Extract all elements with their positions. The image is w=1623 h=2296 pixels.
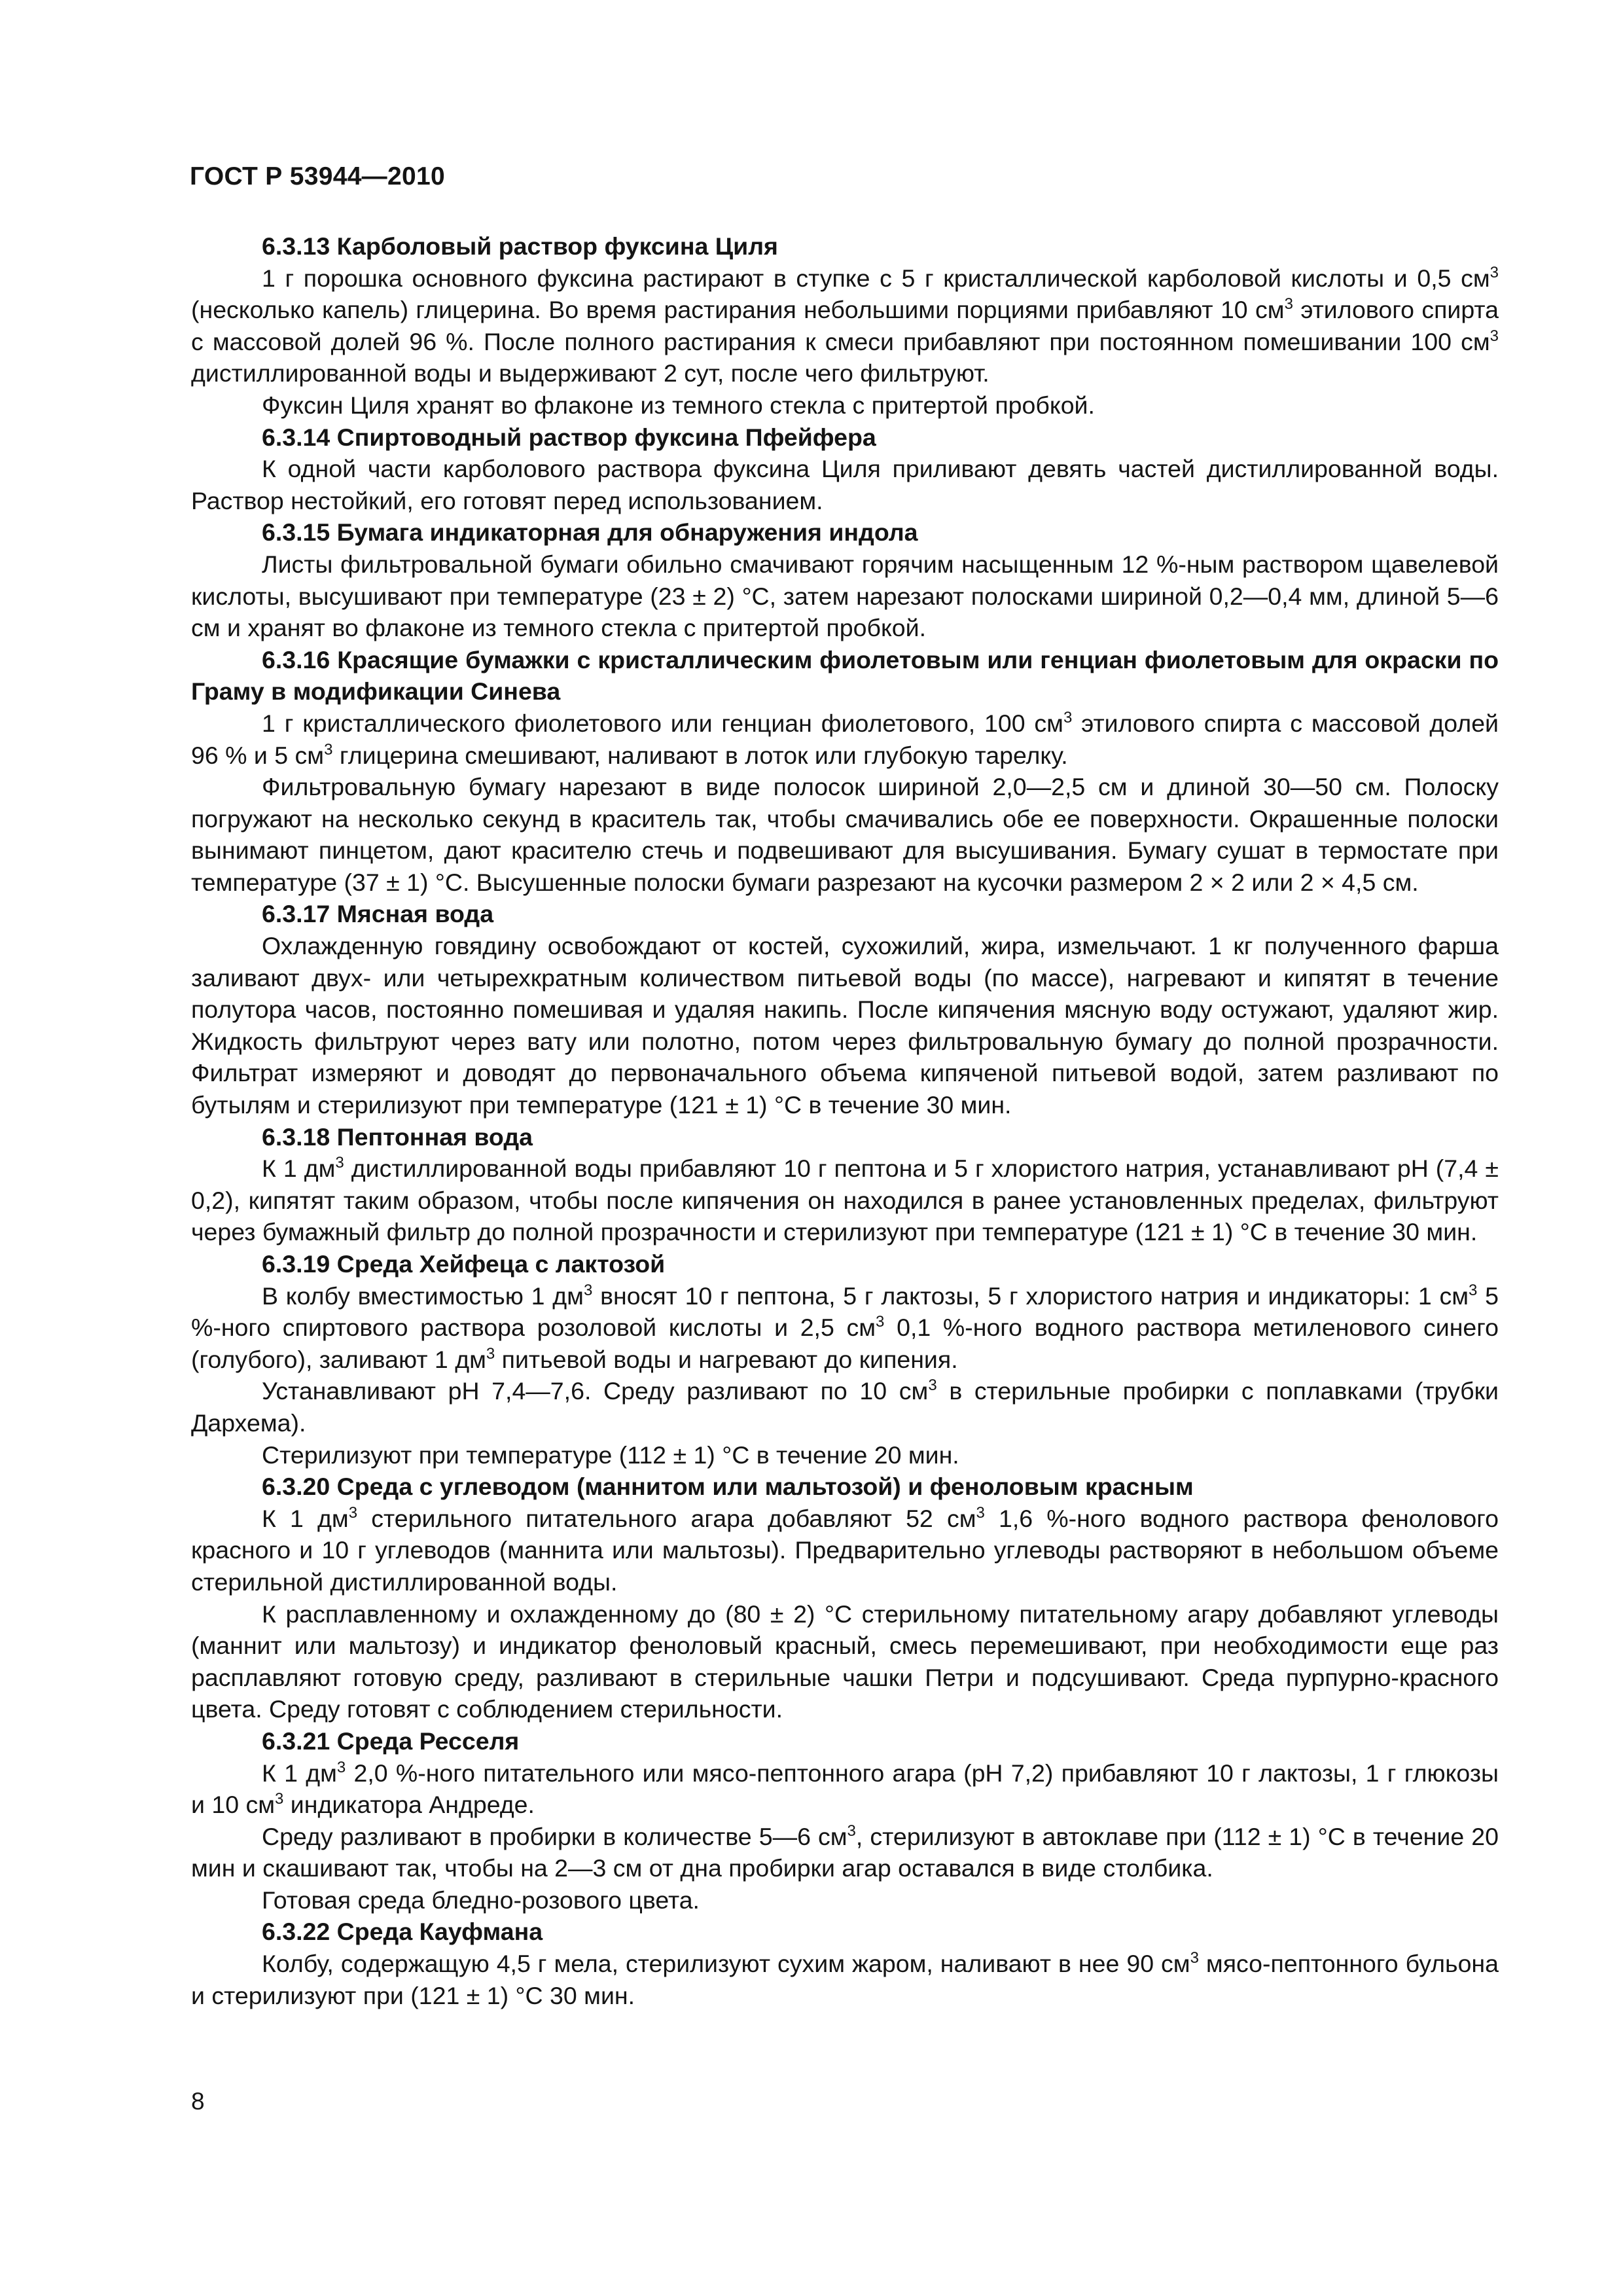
body-paragraph: Устанавливают рН 7,4—7,6. Среду разливают по 10 $см^3$ в стерильные пробирки с поплавками (трубки Дархема). [191, 1376, 1499, 1437]
superscript: 3 [1469, 1281, 1478, 1299]
document-body [191, 230, 1499, 2011]
body-paragraph: Фуксин Циля хранят во флаконе из темного стекла с притертой пробкой. [262, 391, 1095, 419]
superscript: 3 [1284, 295, 1293, 314]
body-paragraph: К 1 $дм^3$ стерильного питательного агара добавляют 52 $см^3$ 1,6 %-ного водного раствора фенолового красного и 10 г углеводов (маннита или мальтозы). Предварительно углеводы растворяют в небольшом объеме стерильной дистиллированной воды. [191, 1503, 1499, 1596]
body-paragraph: В колбу вместимостью 1 $дм^3$ вносят 10 г пептона, 5 г лактозы, 5 г хлористого натрия и индикаторы: 1 $см^3$ 5 %-ного спиртового раствора розоловой кислоты и 2,5 $см^3$ 0,1 %-ного водного раствора метиленового синего (голубого), заливают 1 $дм^3$ питьевой воды и нагревают до кипения. [191, 1281, 1499, 1373]
superscript: 3 [336, 1758, 346, 1776]
superscript: 3 [324, 740, 333, 759]
body-paragraph: Колбу, содержащую 4,5 г мела, стерилизуют сухим жаром, наливают в нее 90 $см^3$ мясо-пептонного бульона и стерилизуют при (121 ± 1) °С 30 мин. [191, 1949, 1499, 2009]
superscript: 3 [583, 1281, 593, 1299]
body-paragraph: К 1 $дм^3$ дистиллированной воды прибавляют 10 г пептона и 5 г хлористого натрия, устанавливают рН (7,4 ± 0,2), кипятят таким образом, чтобы после кипячения он находился в ранее установленных пределах, фильтруют через бумажный фильтр до полной прозрачности и стерилизуют при температуре (121 ± 1) °С в течение 30 мин. [191, 1154, 1499, 1246]
document-header: ГОСТ Р 53944—2010 [190, 162, 445, 190]
section-heading: 6.3.22 Среда Кауфмана [262, 1918, 543, 1946]
body-paragraph: 1 г порошка основного фуксина растирают в ступке с 5 г кристаллической карболовой кислоты и 0,5 $см^3$ (несколько капель) глицерина. Во время растирания небольшими порциями прибавляют 10 $см^3$ этилового спирта с массовой долей 96 %. После полного растирания к смеси прибавляют при постоянном помешивании 100 $см^3$ дистиллированной воды и выдерживают 2 сут, после чего фильтруют. [191, 263, 1499, 387]
superscript: 3 [335, 1154, 344, 1172]
body-paragraph: К расплавленному и охлажденному до (80 ± 2) °С стерильному питательному агару добавляют углеводы (маннит или мальтозу) и индикатор феноловый красный, смесь перемешивают, при необходимости еще раз расплавляют готовую среду, разливают в стерильные чашки Петри и подсушивают. Среда пурпурно-красного цвета. Среду готовят с соблюдением стерильности. [191, 1600, 1499, 1723]
section-heading: 6.3.17 Мясная вода [262, 900, 494, 928]
superscript: 3 [1489, 327, 1499, 345]
body-paragraph: К одной части карболового раствора фуксина Циля приливают девять частей дистиллированной воды. Раствор нестойкий, его готовят перед использованием. [191, 455, 1499, 514]
superscript: 3 [928, 1376, 937, 1395]
superscript: 3 [847, 1821, 856, 1840]
superscript: 3 [275, 1790, 284, 1808]
body-paragraph: Фильтровальную бумагу нарезают в виде полосок шириной 2,0—2,5 см и длиной 30—50 см. Полоску погружают на несколько секунд в краситель так, чтобы смачивались обе ее поверхности. Окрашенные полоски вынимают пинцетом, дают красителю стечь и подвешивают для высушивания. Бумагу сушат в термостате при температуре (37 ± 1) °С. Высушенные полоски бумаги разрезают на кусочки размером 2 × 2 или 2 × 4,5 см. [191, 773, 1499, 896]
body-paragraph: 1 г кристаллического фиолетового или генциан фиолетового, 100 $см^3$ этилового спирта с массовой долей 96 % и 5 $см^3$ глицерина смешивают, наливают в лоток или глубокую тарелку. [191, 708, 1499, 769]
body-paragraph: Охлажденную говядину освобождают от костей, сухожилий, жира, измельчают. 1 кг полученного фарша заливают двух- или четырехкратным количеством питьевой воды (по массе), нагревают и кипятят в течение полутора часов, постоянно помешивая и удаляя накипь. После кипячения мясную воду остужают, удаляют жир. Жидкость фильтруют через вату или полотно, потом через фильтровальную бумагу до полной прозрачности. Фильтрат измеряют и доводят до первоначального объема кипяченой питьевой водой, затем разливают по бутылям и стерилизуют при температуре (121 ± 1) °С в течение 30 мин. [191, 932, 1499, 1119]
body-paragraph: К 1 $дм^3$ 2,0 %-ного питательного или мясо-пептонного агара (рН 7,2) прибавляют 10 г лактозы, 1 г глюкозы и 10 $см^3$ индикатора Андреде. [191, 1758, 1499, 1819]
section-heading: 6.3.20 Среда с углеводом (маннитом или мальтозой) и феноловым красным [262, 1473, 1194, 1501]
superscript: 3 [876, 1313, 885, 1331]
superscript: 3 [1063, 708, 1073, 726]
section-heading: 6.3.13 Карболовый раствор фуксина Циля [262, 232, 778, 260]
body-paragraph: Среду разливают в пробирки в количестве 5—6 $см^3$, стерилизуют в автоклаве при (112 ± 1) °С в течение 20 мин и скашивают так, чтобы на 2—3 см от дна пробирки агар оставался в виде столбика. [191, 1821, 1499, 1882]
section-heading: 6.3.19 Среда Хейфеца с лактозой [262, 1250, 666, 1278]
superscript: 3 [976, 1503, 985, 1522]
section-heading: 6.3.18 Пептонная вода [262, 1122, 533, 1151]
superscript: 3 [348, 1503, 358, 1522]
section-heading: 6.3.14 Спиртоводный раствор фуксина Пфейфера [262, 423, 876, 451]
section-heading: 6.3.15 Бумага индикаторная для обнаружения индола [262, 518, 918, 547]
superscript: 3 [1489, 263, 1499, 281]
body-paragraph: Листы фильтровальной бумаги обильно смачивают горячим насыщенным 12 %-ным раствором щавелевой кислоты, высушивают при температуре (23 ± 2) °С, затем нарезают полосками шириной 0,2—0,4 мм, длиной 5—6 см и хранят во флаконе из темного стекла с притертой пробкой. [191, 550, 1499, 642]
section-heading: 6.3.16 Красящие бумажки с кристаллическим фиолетовым или генциан фиолетовым для окраски по Граму в модификации Синева [191, 645, 1499, 706]
superscript: 3 [1190, 1949, 1199, 1967]
page-number: 8 [191, 2088, 205, 2115]
body-paragraph: Готовая среда бледно-розового цвета. [262, 1886, 700, 1914]
superscript: 3 [486, 1344, 495, 1363]
section-heading: 6.3.21 Среда Ресселя [262, 1727, 520, 1755]
body-paragraph: Стерилизуют при температуре (112 ± 1) °С в течение 20 мин. [262, 1441, 959, 1469]
